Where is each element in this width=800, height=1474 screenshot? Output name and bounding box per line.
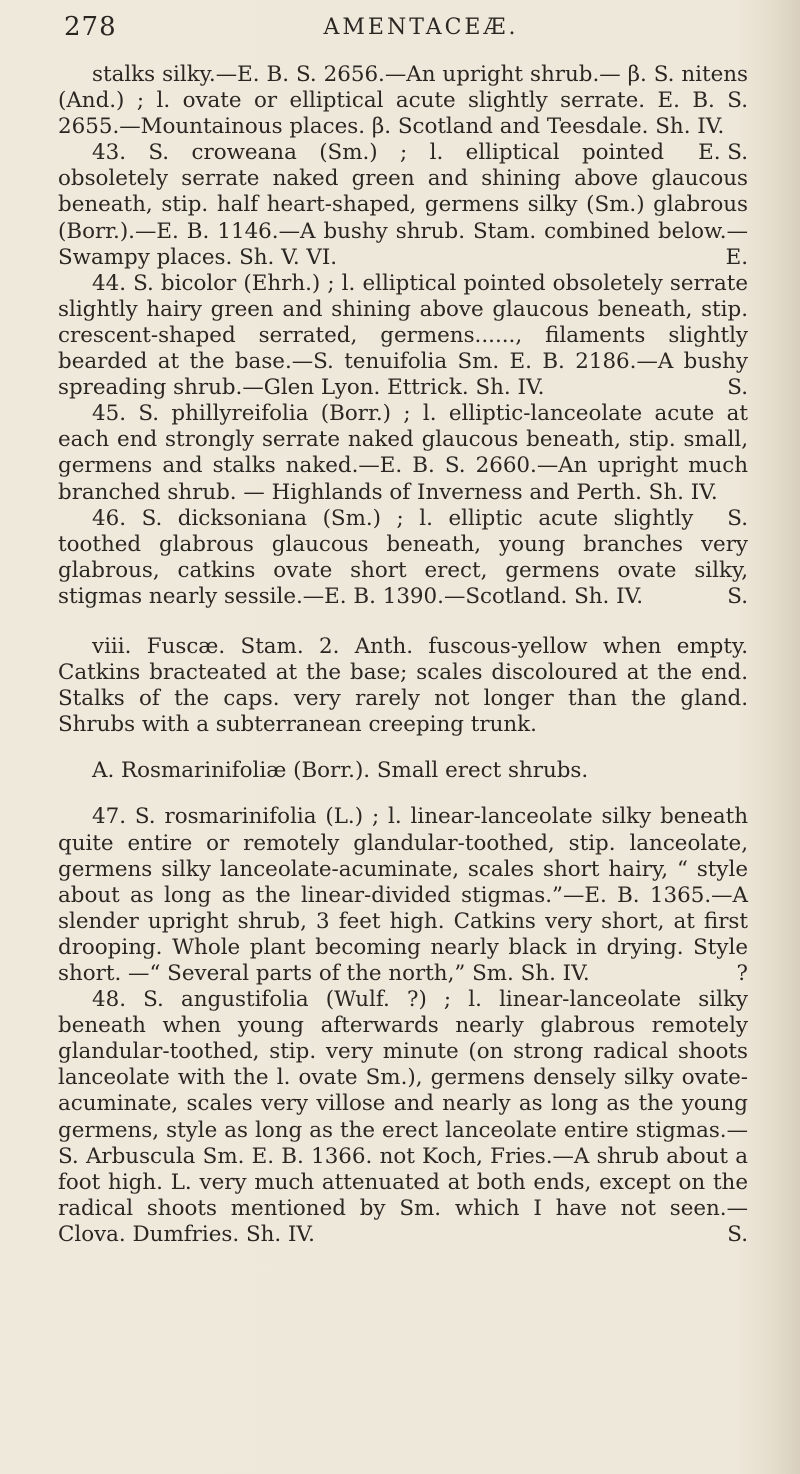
paragraph-text: 46. S. dicksoniana (Sm.) ; l. elliptic acute slightly toothed glabrous glaucous beneath, young branches very glabrous, catkins ovate short erect, germens ovate silky, stigmas nearly sessile.—E. B. 1390.—Scotland. Sh. IV. xyxy=(58,505,748,609)
paragraph-text: viii. Fuscæ. Stam. 2. Anth. fuscous-yellow when empty. Catkins bracteated at the base; scales discoloured at the end. Stalks of the caps. very rarely not longer than the gland. Shrubs with a subterranean creeping trunk. xyxy=(58,633,748,738)
running-title: AMENTACEÆ. xyxy=(323,15,519,40)
section-gap xyxy=(58,610,748,634)
entry-43 xyxy=(58,140,748,270)
paragraph-text: 48. S. angustifolia (Wulf. ?) ; l. linear-lanceolate silky beneath when young afterwards nearly glabrous remotely glandular-toothed, stip. very minute (on strong radical shoots lanceolate with the l. ovate Sm.), germens densely silky ovate-acuminate, scales very villose and nearly as long as the young germens, style as long as the erect lanceolate entire stigmas.—S. Arbuscula Sm. E. B. 1366. not Koch, Fries.—A shrub about a foot high. L. very much attenuated at both ends, except on the radical shoots mentioned by Sm. which I have not seen.—Clova. Dumfries. Sh. IV. xyxy=(58,987,748,1247)
section-fuscae xyxy=(58,634,748,738)
entry-44 xyxy=(58,271,748,401)
subsection-rosmarinifoliae xyxy=(58,758,748,784)
entry-42-continued xyxy=(58,62,748,166)
entry-45 xyxy=(58,401,748,531)
page-body xyxy=(58,62,748,1248)
paragraph-text: 45. S. phillyreifolia (Borr.) ; l. elliptic-lanceolate acute at each end strongly serrate naked glaucous beneath, stip. small, germens and stalks naked.—E. B. S. 2660.—An upright much branched shrub. — Highlands of Inverness and Perth. Sh. IV. xyxy=(58,401,748,505)
paragraph-text: stalks silky.—E. B. S. 2656.—An upright shrub.— β. S. nitens (And.) ; l. ovate or elliptical acute slightly serrate. E. B. S. 2655.—Mountainous places. β. Scotland and Teesdale. Sh. IV. xyxy=(58,62,748,140)
page-header xyxy=(64,12,738,46)
section-gap xyxy=(58,738,748,758)
entry-46 xyxy=(58,506,748,610)
page-number: 278 xyxy=(64,12,117,42)
distribution-mark: S. xyxy=(727,505,748,531)
paragraph-text: 44. S. bicolor (Ehrh.) ; l. elliptical pointed obsoletely serrate slightly hairy green and shining above glaucous beneath, stip. crescent-shaped serrated, germens......, filaments slightly bearded at the base.—S. tenuifolia Sm. E. B. 2186.—A bushy spreading shrub.—Glen Lyon. Ettrick. Sh. IV. xyxy=(58,270,748,401)
section-gap xyxy=(58,784,748,804)
distribution-mark: ? xyxy=(736,961,748,986)
distribution-mark: S. xyxy=(727,1221,748,1247)
entry-48 xyxy=(58,987,748,1248)
paragraph-text: 47. S. rosmarinifolia (L.) ; l. linear-lanceolate silky beneath quite entire or remotely glandular-toothed, stip. lanceolate, germens silky lanceolate-acuminate, scales short hairy, “ style about as long as the linear-divided stigmas.”—E. B. 1365.—A slender upright shrub, 3 feet high. Catkins very short, at first drooping. Whole plant becoming nearly black in drying. Style short. —“ Several parts of the north,” Sm. Sh. IV. xyxy=(58,804,748,986)
distribution-mark: S. xyxy=(727,583,748,609)
paragraph-text: A. Rosmarinifoliæ (Borr.). Small erect shrubs. xyxy=(92,758,589,784)
distribution-mark: E. S. xyxy=(698,140,748,166)
distribution-mark: E. xyxy=(725,244,748,270)
distribution-mark: S. xyxy=(727,375,748,401)
paragraph-text: 43. S. croweana (Sm.) ; l. elliptical pointed obsoletely serrate naked green and shining above glaucous beneath, stip. half heart-shaped, germens silky (Sm.) glabrous (Borr.).—E. B. 1146.—A bushy shrub. Stam. combined below.—Swampy places. Sh. V. VI. xyxy=(58,140,748,270)
entry-47 xyxy=(58,804,748,987)
